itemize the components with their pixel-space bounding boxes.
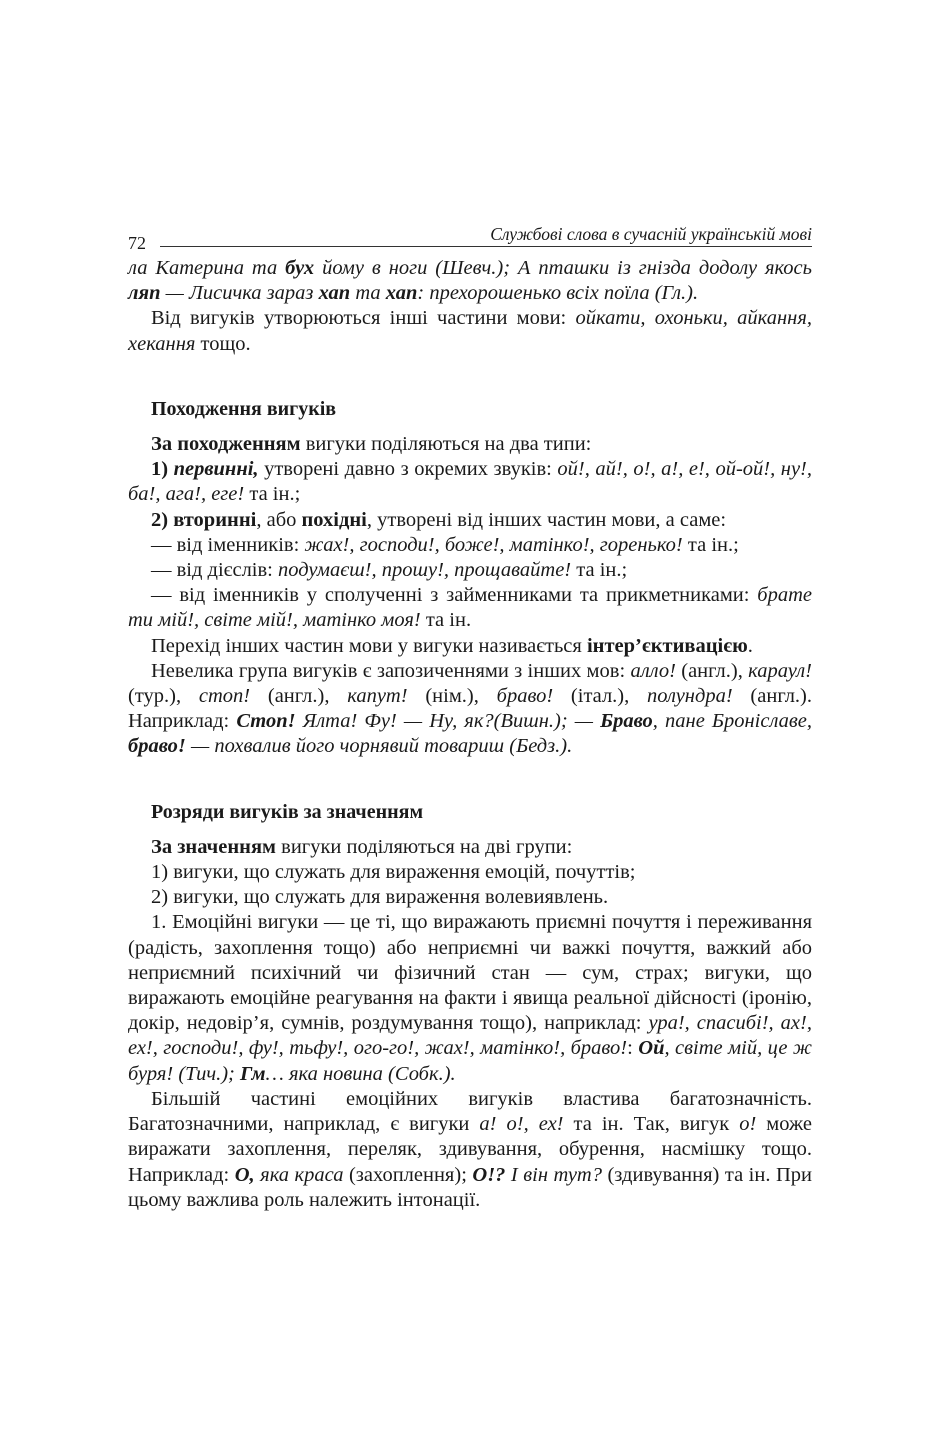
text-run: Ой	[638, 1037, 665, 1060]
text-run: Більшій частині емоційних вигуків властива багатозначність. Багатозначними, наприклад, є вигуки	[128, 1087, 812, 1136]
text-run: (нім.),	[407, 685, 497, 708]
text-run: Браво	[600, 710, 653, 733]
text-run: — похвалив його чорнявий товариш (Бедз.).	[185, 735, 573, 758]
list-item	[128, 860, 812, 885]
text-run: Від вигуків утворюються інші частини мови:	[151, 307, 576, 330]
running-title: Службові слова в сучасній українській мові	[490, 224, 812, 244]
text-run: , світе мій, це ж буря! (Тич.);	[128, 1037, 812, 1085]
text-run: — від дієслів:	[151, 559, 279, 582]
text-run: о!	[739, 1113, 757, 1136]
section-heading: Походження вигуків	[151, 397, 337, 420]
text-run: , пане Броніславе,	[652, 710, 813, 733]
paragraph	[128, 306, 812, 356]
text-run: може виражати захоплення, переляк, здивування, обурення, насмішку тощо. Наприклад:	[128, 1113, 812, 1186]
text-run: полундра!	[647, 685, 733, 708]
text-run: та ін. Так, вигук	[563, 1113, 740, 1136]
text-run: (англ.),	[250, 685, 348, 708]
text-run: яка краса	[254, 1163, 344, 1186]
text-run: брате ти мій!, світе мій!, матінко моя!	[128, 584, 812, 632]
text-run: — Лисичка зараз	[160, 282, 319, 305]
text-run: 1) вигуки, що служать для вираження емоцій, почуттів;	[151, 861, 636, 884]
text-run: Стоп!	[236, 710, 296, 733]
page-number: 72	[128, 233, 146, 253]
paragraph	[128, 1087, 812, 1213]
book-page	[128, 222, 812, 1213]
text-run: ойкати, охоньки, айкання, хекання	[128, 307, 812, 355]
section-spacer	[128, 760, 812, 800]
text-run: подумаєш!, прошу!, прощавайте!	[278, 559, 572, 582]
text-run: 1)	[151, 458, 174, 481]
text-run: О!?	[472, 1163, 506, 1186]
text-run: інтер’єктивацією	[586, 634, 748, 657]
text-run: : прехорошенько всіх поїла (Гл.).	[417, 282, 699, 305]
paragraph	[128, 256, 812, 306]
section-heading: Розряди вигуків за значенням	[151, 800, 424, 823]
paragraph	[128, 835, 812, 860]
section-spacer	[128, 357, 812, 397]
text-run: та	[350, 282, 386, 305]
text-run: ура!, спасибі!, ах!, ех!, господи!, фу!, тьфу!, ого-го!, жах!, матінко!, браво!	[128, 1012, 812, 1060]
text-run: (здивування) та ін. При цьому важлива роль належить інтонації.	[128, 1163, 812, 1211]
text-run: Перехід інших частин мови у вигуки називається	[151, 634, 587, 657]
text-run: та ін.	[420, 609, 472, 632]
text-run: .	[747, 634, 753, 657]
text-run: 2) вигуки, що служать для вираження волевиявлень.	[151, 886, 609, 909]
paragraph	[128, 634, 812, 659]
text-run: жах!, господи!, боже!, матінко!, горенько!	[304, 533, 683, 556]
text-run: 1. Емоційні вигуки — це ті, що виражають приємні почуття і переживання (радість, захоплення тощо) або неприємні чи важкі почуття, важкий або неприємний психічний чи фізичний стан — сум, страх; вигуки, що виражають емоційне реагування на факти і явища реальної дійсності (іронію, докір, недовір’я, сумнів, роздумування тощо), наприклад:	[128, 911, 812, 1035]
running-header	[128, 222, 812, 253]
text-run: та ін.;	[571, 559, 628, 582]
text-run: (захоплення);	[343, 1163, 473, 1186]
text-run: та ін.;	[244, 483, 301, 506]
text-run: браво!	[128, 735, 186, 758]
list-item	[128, 533, 812, 558]
text-run: Невелика група вигуків є запозиченнями з інших мов:	[151, 659, 631, 682]
text-run: стоп!	[198, 685, 251, 708]
text-run: бух	[285, 257, 315, 279]
header-rule	[160, 246, 812, 247]
text-run: , або	[256, 508, 302, 531]
text-run: ой!, ай!, о!, а!, е!, ой-ой!, ну!, ба!, ага!, еге!	[128, 458, 813, 506]
paragraph	[128, 432, 812, 457]
list-item	[128, 508, 812, 533]
text-run: , утворені від інших частин мови, а саме:	[366, 508, 727, 531]
text-run: Гм	[240, 1062, 266, 1085]
text-run: … яка новина (Собк.).	[265, 1062, 456, 1085]
text-run: браво!	[496, 685, 554, 708]
text-run: капут!	[347, 685, 408, 708]
text-run: вигуки поділяються на два типи:	[300, 433, 592, 456]
text-run: (англ.). Наприклад:	[128, 685, 812, 733]
text-run: та ін.;	[682, 533, 739, 556]
list-item	[128, 558, 812, 583]
paragraph	[128, 659, 812, 760]
text-run: хап	[385, 282, 418, 305]
text-run: 2) вторинні	[151, 508, 257, 531]
text-run: а! о!, ех!	[479, 1113, 564, 1136]
text-run: (італ.),	[553, 685, 648, 708]
text-run: утворені давно з окремих звуків:	[258, 458, 558, 481]
text-run: І він тут?	[505, 1163, 602, 1186]
text-run: похідні	[301, 508, 367, 531]
text-run: вигуки поділяються на дві групи:	[276, 835, 573, 858]
text-run: О,	[234, 1163, 255, 1186]
text-run: ляп	[128, 282, 161, 305]
text-run: хап	[318, 282, 351, 305]
text-run: тощо.	[195, 332, 251, 355]
paragraph	[128, 910, 812, 1086]
text-run: караул!	[748, 659, 813, 682]
text-run: ла Катерина та	[128, 257, 286, 279]
text-run: алло!	[630, 659, 676, 682]
text-run: :	[627, 1037, 639, 1060]
heading-spacer	[128, 422, 812, 432]
text-run: За значенням	[151, 835, 277, 858]
list-item	[128, 583, 812, 633]
heading-spacer	[128, 825, 812, 835]
text-run: (англ.),	[675, 659, 749, 682]
text-run: (тур.),	[128, 685, 199, 708]
list-item	[128, 885, 812, 910]
text-run: первинні,	[173, 458, 259, 481]
text-run: За походженням	[151, 433, 301, 456]
text-run: йому в ноги (Шевч.); А пташки із гнізда додолу якось	[314, 257, 812, 279]
text-run: — від іменників у сполученні з займенниками та прикметниками:	[151, 584, 758, 607]
list-item	[128, 457, 812, 507]
text-run: — від іменників:	[151, 533, 305, 556]
text-run: Ялта! Фу! — Ну, як?(Вишн.); —	[295, 710, 601, 733]
